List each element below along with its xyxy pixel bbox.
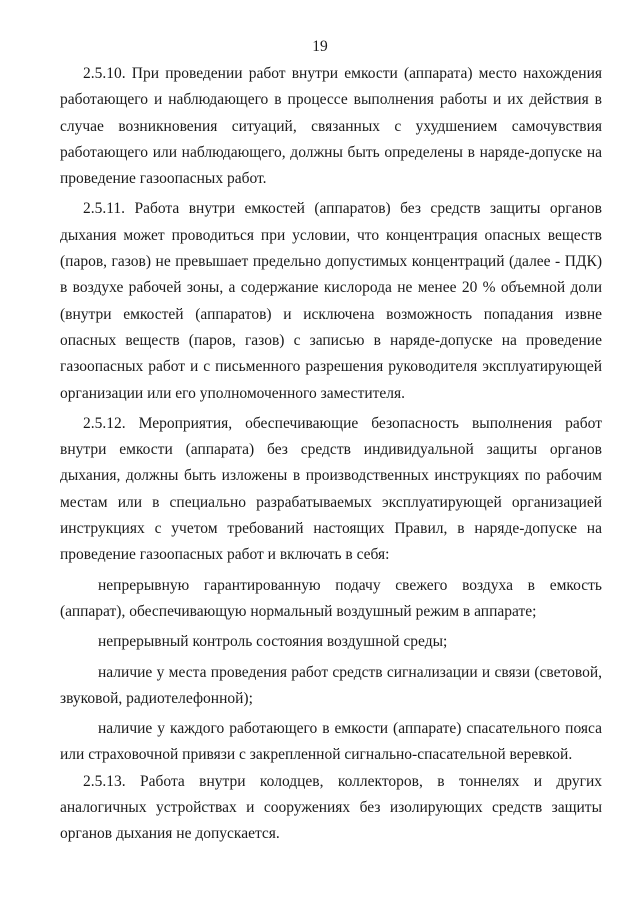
- page-number: 19: [312, 38, 328, 55]
- paragraph-2-5-10: 2.5.10. При проведении работ внутри емкости (аппарата) место нахождения работающего и наблюдающего в процессе выполнения работы и их действия в случае возникновения ситуаций, связанных с ухудшением самочувствия работающего или наблюдающего, должны быть определены в наряде-допуске на проведение газоопасных работ.: [60, 65, 602, 188]
- list-item-air-supply: непрерывную гарантированную подачу свежего воздуха в емкость (аппарат), обеспечивающую нормальный воздушный режим в аппарате;: [60, 576, 602, 620]
- paragraph-2-5-12: 2.5.12. Мероприятия, обеспечивающие безопасность выполнения работ внутри емкости (аппарата) без средств индивидуальной защиты органов дыхания, должны быть изложены в производственных инструкциях по рабочим местам или в специально разрабатываемых эксплуатирующей организацией инструкциях с учетом требований настоящих Правил, в наряде-допуске на проведение газоопасных работ и включать в себя:: [60, 414, 602, 564]
- list-item-signaling: наличие у места проведения работ средств сигнализации и связи (световой, звуковой, радиотелефонной);: [60, 663, 602, 707]
- document-body: [60, 61, 602, 848]
- paragraph-2-5-11: 2.5.11. Работа внутри емкостей (аппаратов) без средств защиты органов дыхания может проводиться при условии, что концентрация опасных веществ (паров, газов) не превышает предельно допустимых концентраций (далее - ПДК) в воздухе рабочей зоны, а содержание кислорода не менее 20 % объемной доли (внутри емкостей (аппаратов) и исключена возможность попадания извне опасных веществ (паров, газов) с записью в наряде-допуске на проведение газоопасных работ и с письменного разрешения руководителя эксплуатирующей организации или его уполномоченного заместителя.: [60, 200, 602, 402]
- paragraph-2-5-13: 2.5.13. Работа внутри колодцев, коллекторов, в тоннелях и других аналогичных устройствах и сооружениях без изолирующих средств защиты органов дыхания не допускается.: [60, 772, 602, 843]
- list-item-air-monitoring: непрерывный контроль состояния воздушной среды;: [98, 633, 448, 651]
- list-item-safety-belt: наличие у каждого работающего в емкости (аппарате) спасательного пояса или страховочной привязи с закрепленной сигнально-спасательной веревкой.: [60, 720, 602, 764]
